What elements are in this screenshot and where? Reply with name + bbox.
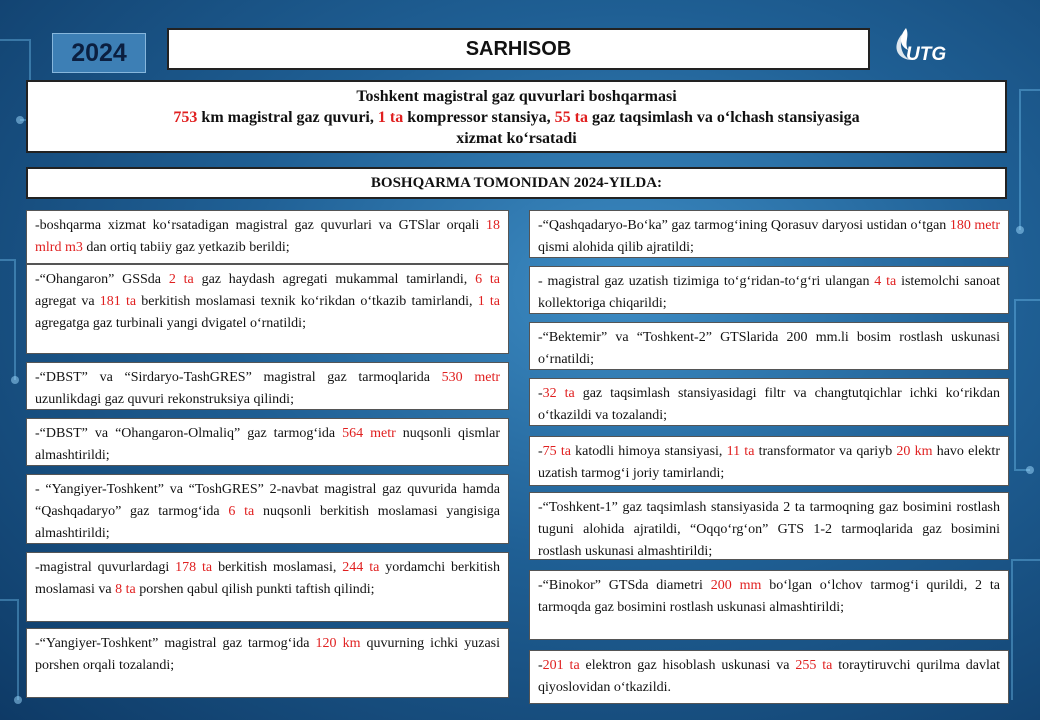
right-item-8 xyxy=(529,650,1009,704)
item-text: gaz taqsimlash stansiyasidagi filtr va changtutqichlar ichki ko‘rikdan o‘tkazildi va tozalandi; xyxy=(538,386,1001,423)
item-text: berkitish moslamasi texnik ko‘rikdan o‘tkazib tamirlandi, xyxy=(136,294,478,309)
item-text: istemolchi sanoat kollektoriga chiqarildi; xyxy=(538,274,1001,311)
km-value: 753 xyxy=(173,109,198,126)
item-text: berkitish moslamasi, xyxy=(212,560,343,575)
section-subheading: BOSHQARMA TOMONIDAN 2024-YILDA: xyxy=(26,167,1007,199)
item-text: havo elektr uzatish tarmog‘i joriy tamirlandi; xyxy=(538,444,1000,481)
intro-text-c: gaz taqsimlash va o‘lchash stansiyasiga xyxy=(587,109,860,126)
item-text: -magistral quvurlardagi xyxy=(35,560,176,575)
right-item-4 xyxy=(529,378,1009,426)
left-item-2 xyxy=(26,264,509,354)
highlight-value: 200 mm xyxy=(710,578,762,593)
right-item-2 xyxy=(529,266,1009,314)
compressor-count: 1 ta xyxy=(377,109,404,126)
item-text: agregatga gaz turbinali yangi dvigatel o‘rnatildi; xyxy=(35,316,306,331)
item-text: -“Ohangaron” GSSda xyxy=(35,272,169,287)
highlight-value: 4 ta xyxy=(874,274,897,289)
highlight-value: 120 km xyxy=(315,636,361,651)
intro-line-3: xizmat ko‘rsatadi xyxy=(456,130,577,147)
highlight-value: 178 ta xyxy=(175,560,213,575)
item-text: porshen qabul qilish punkti taftish qilindi; xyxy=(135,582,375,597)
item-text: -boshqarma xizmat ko‘rsatadigan magistral gaz quvurlari va GTSlar orqali xyxy=(35,218,486,233)
intro-text-b: kompressor stansiya, xyxy=(403,109,555,126)
left-item-1 xyxy=(26,210,509,264)
right-item-7 xyxy=(529,570,1009,640)
highlight-value: 20 km xyxy=(896,444,933,459)
highlight-value: 244 ta xyxy=(342,560,380,575)
item-text: -“DBST” va “Ohangaron-Olmaliq” gaz tarmog‘ida xyxy=(35,426,343,441)
item-text: - xyxy=(538,444,543,459)
item-text: gaz haydash agregati mukammal tamirlandi, xyxy=(193,272,476,287)
intro-line-2 xyxy=(28,107,1005,128)
intro-line-1: Toshkent magistral gaz quvurlari boshqarmasi xyxy=(356,88,677,105)
highlight-value: 6 ta xyxy=(475,272,500,287)
item-text: qismi alohida qilib ajratildi; xyxy=(538,240,694,255)
right-item-6 xyxy=(529,492,1009,560)
item-text: yordamchi berkitish moslamasi va xyxy=(35,560,501,597)
highlight-value: 32 ta xyxy=(542,386,575,401)
highlight-value: 75 ta xyxy=(542,444,571,459)
highlight-value: 201 ta xyxy=(542,658,580,673)
item-text: -“Qashqadaryo-Bo‘ka” gaz tarmog‘ining Qorasuv daryosi ustidan o‘tgan xyxy=(538,218,950,233)
item-text: bo‘lgan o‘lchov tarmog‘i qurildi, 2 ta tarmoqda gaz bosimini rostlash uskunasi almashtirildi; xyxy=(538,578,1000,615)
item-text: -“DBST” va “Sirdaryo-TashGRES” magistral gaz tarmoqlarida xyxy=(35,370,442,385)
item-text: nuqsonli berkitish moslamasi yangisiga almashtirildi; xyxy=(35,504,501,541)
item-text: - magistral gaz uzatish tizimiga to‘g‘ridan-to‘g‘ri ulangan xyxy=(538,274,875,289)
right-item-1 xyxy=(529,210,1009,258)
highlight-value: 1 ta xyxy=(477,294,500,309)
item-text: elektron gaz hisoblash uskunasi va xyxy=(579,658,796,673)
left-item-3 xyxy=(26,362,509,410)
item-text: quvurning ichki yuzasi porshen orqali tozalandi; xyxy=(35,636,501,673)
item-text: uzunlikdagi gaz quvuri rekonstruksiya qilindi; xyxy=(35,392,294,407)
item-text: - “Yangiyer-Toshkent” va “ToshGRES” 2-navbat magistral gaz quvurida hamda “Qashqadaryo” gaz tarmog‘ida xyxy=(35,482,500,519)
year-badge: 2024 xyxy=(52,33,146,73)
item-text: -“Yangiyer-Toshkent” magistral gaz tarmog‘ida xyxy=(35,636,316,651)
highlight-value: 6 ta xyxy=(228,504,255,519)
highlight-value: 564 metr xyxy=(342,426,396,441)
left-item-7 xyxy=(26,628,509,698)
highlight-value: 18 mlrd m3 xyxy=(35,218,500,255)
item-text: transformator va qariyb xyxy=(754,444,897,459)
highlight-value: 530 metr xyxy=(441,370,501,385)
left-item-5 xyxy=(26,474,509,544)
left-item-4 xyxy=(26,418,509,466)
intro-box xyxy=(26,80,1007,153)
logo-text: UTG xyxy=(906,44,947,65)
item-text: -“Binokor” GTSda diametri xyxy=(538,578,711,593)
intro-text-a: km magistral gaz quvuri, xyxy=(197,109,378,126)
item-text: katodli himoya stansiyasi, xyxy=(570,444,727,459)
highlight-value: 11 ta xyxy=(726,444,755,459)
item-text: - xyxy=(538,386,543,401)
station-count: 55 ta xyxy=(554,109,588,126)
item-text: dan ortiq tabiiy gaz yetkazib berildi; xyxy=(82,240,290,255)
highlight-value: 255 ta xyxy=(795,658,833,673)
right-item-3 xyxy=(529,322,1009,370)
highlight-value: 8 ta xyxy=(115,582,136,597)
item-text: - xyxy=(538,658,543,673)
item-text: toraytiruvchi qurilma davlat qiyoslovidan o‘tkazildi. xyxy=(538,658,1001,695)
highlight-value: 181 ta xyxy=(99,294,137,309)
right-item-5 xyxy=(529,436,1009,486)
item-text: nuqsonli qismlar almashtirildi; xyxy=(35,426,500,463)
item-text: agregat va xyxy=(35,294,100,309)
page-title: SARHISOB xyxy=(167,28,870,70)
highlight-value: 180 metr xyxy=(949,218,1000,233)
item-text: -“Bektemir” va “Toshkent-2” GTSlarida 200 mm.li bosim rostlash uskunasi o‘rnatildi; xyxy=(538,330,1000,367)
left-item-6 xyxy=(26,552,509,622)
item-text: -“Toshkent-1” gaz taqsimlash stansiyasida 2 ta tarmoqning gaz bosimini rostlash tuguni alohida ajratildi, “Oqqo‘rg‘on” GTS 1-2 tarmoqlarida gaz bosimini rostlash uskunasi almashtirildi; xyxy=(538,500,1000,559)
highlight-value: 2 ta xyxy=(168,272,194,287)
